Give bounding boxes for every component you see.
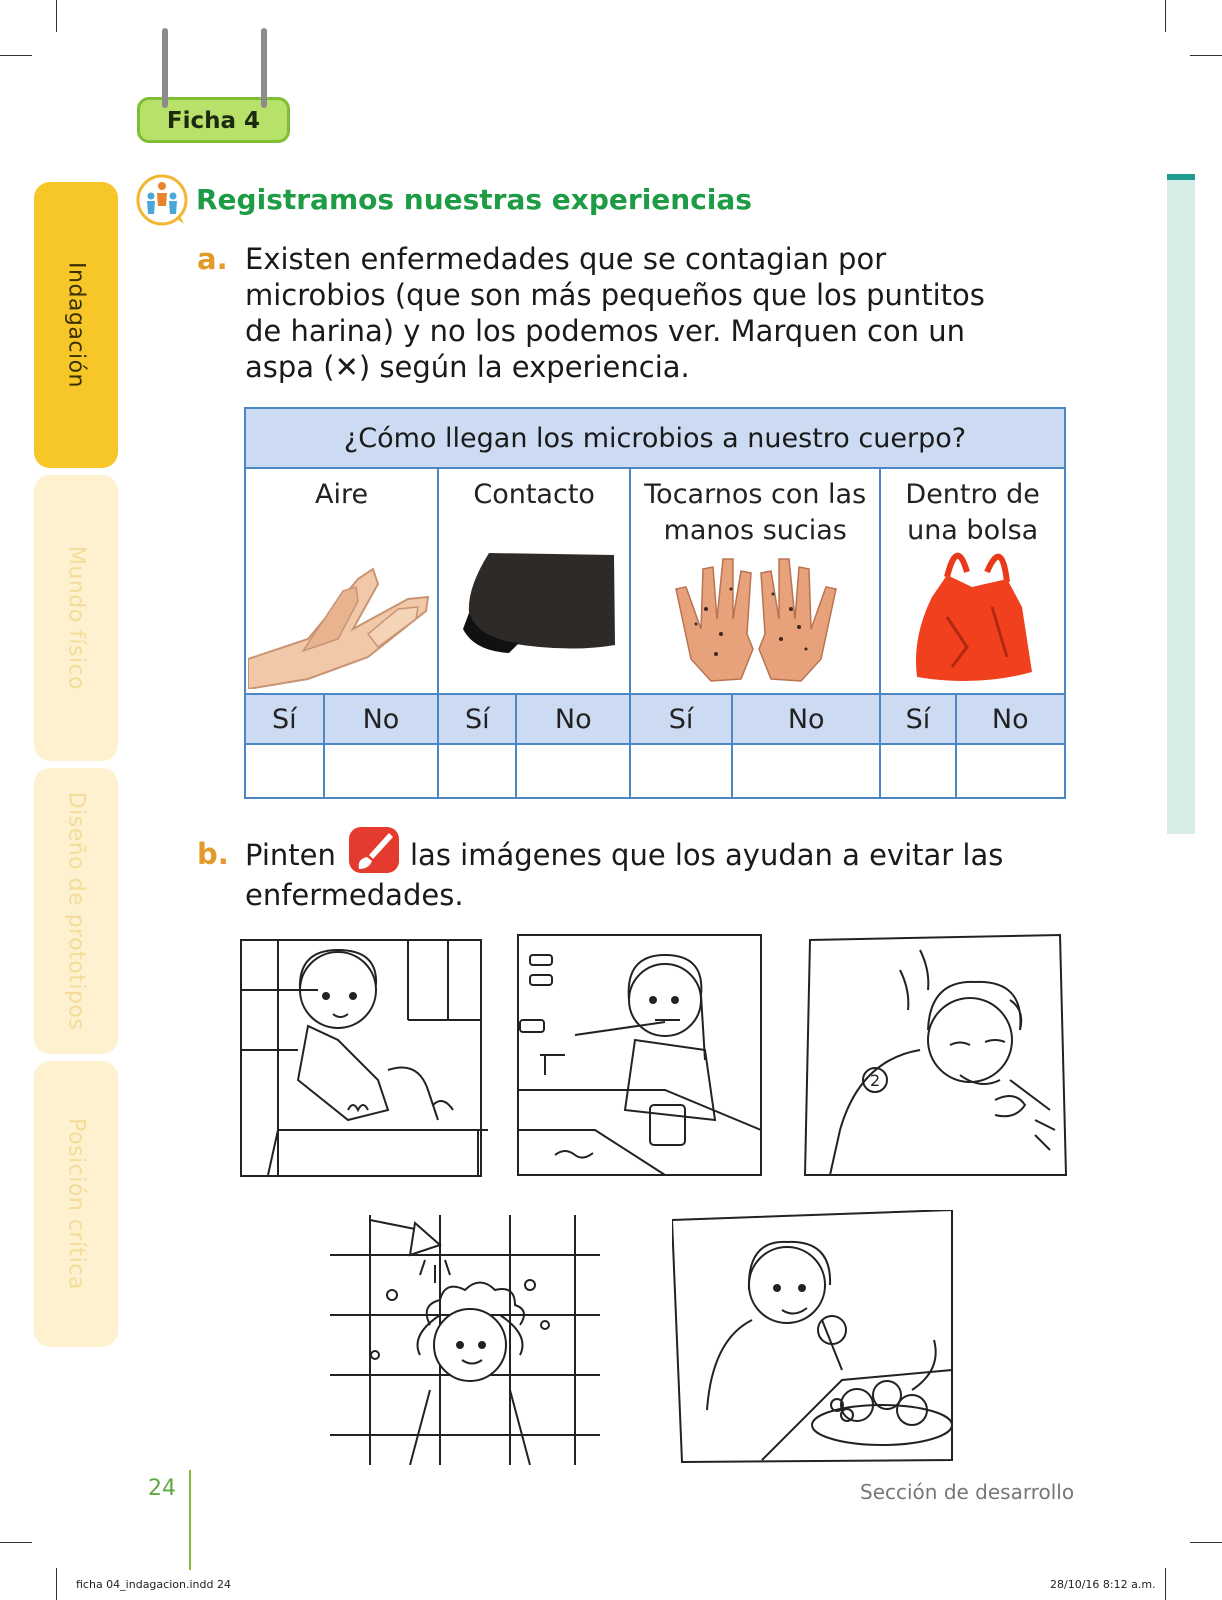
red-plastic-bag-image [907, 537, 1037, 687]
tab-label: Indagación [63, 262, 89, 388]
text-line: de harina) y no los podemos ver. Marquen con un [245, 314, 966, 348]
binder-ring [261, 28, 267, 108]
yes-label: Sí [245, 694, 324, 744]
category-manos-sucias [630, 468, 880, 694]
answer-cell[interactable] [516, 744, 630, 798]
answer-cell[interactable] [245, 744, 324, 798]
category-label-line: Tocarnos con las [644, 479, 867, 510]
crop-mark [56, 1568, 57, 1600]
no-label: No [324, 694, 438, 744]
crop-mark [1165, 0, 1166, 32]
category-label: Aire [315, 479, 369, 510]
category-contacto [438, 468, 630, 694]
answer-cell[interactable] [324, 744, 438, 798]
question-a-text [245, 241, 1145, 385]
category-bolsa [880, 468, 1065, 694]
tab-indagacion[interactable] [34, 182, 118, 468]
answer-cell[interactable] [880, 744, 955, 798]
child-showering-illustration [330, 1215, 600, 1465]
crop-mark [0, 1542, 32, 1543]
question-b-word: Pinten [245, 838, 336, 872]
experience-table [244, 407, 1066, 799]
category-label-line: Dentro de [905, 479, 1040, 510]
tab-label: Posición crítica [63, 1118, 89, 1290]
crop-mark [1190, 1542, 1222, 1543]
question-a-letter: a. [197, 242, 228, 276]
category-label-line: manos sucias [663, 515, 847, 546]
svg-text:2: 2 [870, 1071, 881, 1090]
binder-ring [162, 28, 168, 108]
tab-mundo-fisico[interactable] [34, 475, 118, 761]
tab-label: Mundo físico [63, 545, 89, 691]
answer-cell[interactable] [956, 744, 1065, 798]
black-sheet-image [449, 543, 619, 663]
footer-section: Sección de desarrollo [860, 1480, 1075, 1504]
crop-mark [56, 0, 57, 32]
boy-sneezing-illustration [800, 930, 1070, 1180]
answer-cell[interactable] [630, 744, 732, 798]
text-line: Existen enfermedades que se contagian por [245, 242, 887, 276]
dirty-hands-image [661, 549, 851, 689]
yes-label: Sí [630, 694, 732, 744]
no-label: No [516, 694, 630, 744]
clapping-hands-image [248, 539, 436, 689]
crop-mark [1190, 55, 1222, 56]
slug-date: 28/10/16 8:12 a.m. [1050, 1578, 1156, 1591]
yes-label: Sí [438, 694, 516, 744]
text-line: microbios (que son más pequeños que los puntitos [245, 278, 985, 312]
crop-mark [0, 55, 32, 56]
category-label-line: una bolsa [907, 515, 1039, 546]
question-b-text-line2: enfermedades. [245, 878, 464, 912]
right-margin-strip-accent [1167, 174, 1195, 180]
girl-washing-hands-illustration [238, 930, 488, 1180]
no-label: No [732, 694, 880, 744]
right-margin-strip [1167, 174, 1195, 834]
slug-file: ficha 04_indagacion.indd 24 [76, 1578, 231, 1591]
page-number-rule [189, 1470, 191, 1570]
table-header: ¿Cómo llegan los microbios a nuestro cuerpo? [245, 408, 1065, 468]
ficha-label: Ficha 4 [166, 108, 261, 134]
answer-cell[interactable] [438, 744, 516, 798]
tab-diseno-prototipos[interactable] [34, 768, 118, 1054]
text-line: aspa (✕) según la experiencia. [245, 350, 690, 384]
tab-label: Diseño de prototipos [63, 791, 89, 1031]
section-title: Registramos nuestras experiencias [196, 183, 752, 216]
tab-posicion-critica[interactable] [34, 1061, 118, 1347]
girl-brushing-teeth-illustration [515, 930, 765, 1180]
category-label: Contacto [473, 479, 595, 510]
question-b-text: las imágenes que los ayudan a evitar las [410, 838, 1004, 872]
ficha-badge [137, 97, 290, 143]
group-people-icon [136, 174, 190, 226]
page-number: 24 [148, 1476, 176, 1501]
man-eating-fruit-illustration [672, 1210, 957, 1465]
category-label [631, 469, 879, 549]
yes-label: Sí [880, 694, 955, 744]
category-aire [245, 468, 438, 694]
paint-brush-icon [347, 825, 401, 875]
question-b-letter: b. [197, 837, 229, 871]
no-label: No [956, 694, 1065, 744]
crop-mark [1165, 1568, 1166, 1600]
answer-cell[interactable] [732, 744, 880, 798]
